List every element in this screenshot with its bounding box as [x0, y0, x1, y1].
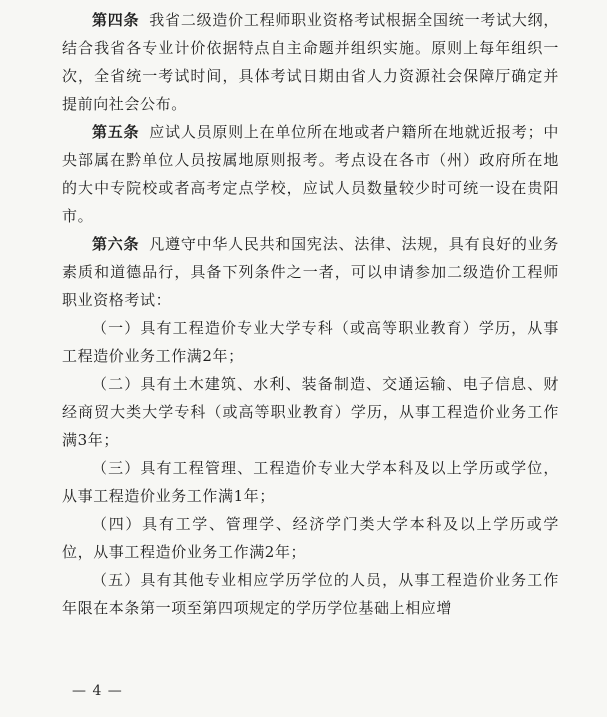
- article-5-text: 应试人员原则上在单位所在地或者户籍所在地就近报考；中央部属在黔单位人员按属地原则报考。考点设在各市（州）政府所在地的大中专院校或者高考定点学校，应试人员数量较少时可统一设在贵阳市。: [62, 123, 559, 225]
- article-5: [62, 118, 559, 230]
- article-6-text: 凡遵守中华人民共和国宪法、法律、法规，具有良好的业务素质和道德品行，具备下列条件之一者，可以申请参加二级造价工程师职业资格考试：: [62, 235, 559, 309]
- condition-item-2: （二）具有土木建筑、水利、装备制造、交通运输、电子信息、财经商贸大类大学专科（或高等职业教育）学历，从事工程造价业务工作满3年；: [62, 375, 559, 449]
- page-number: — 4 —: [72, 683, 123, 699]
- condition-item-5: （五）具有其他专业相应学历学位的人员，从事工程造价业务工作年限在本条第一项至第四项规定的学历学位基础上相应增: [62, 571, 559, 617]
- condition-item-1: （一）具有工程造价专业大学专科（或高等职业教育）学历，从事工程造价业务工作满2年；: [62, 319, 559, 365]
- article-5-label: 第五条: [92, 123, 140, 141]
- article-6-label: 第六条: [92, 235, 140, 253]
- article-4-text: 我省二级造价工程师职业资格考试根据全国统一考试大纲，结合我省各专业计价依据特点自主命题并组织实施。原则上每年组织一次，全省统一考试时间，具体考试日期由省人力资源社会保障厅确定并提前向社会公布。: [62, 11, 559, 113]
- article-6: [62, 230, 559, 314]
- condition-item-4: （四）具有工学、管理学、经济学门类大学本科及以上学历或学位，从事工程造价业务工作满2年；: [62, 515, 559, 561]
- article-4: [62, 6, 559, 118]
- condition-item-3: （三）具有工程管理、工程造价专业大学本科及以上学历或学位，从事工程造价业务工作满1年；: [62, 459, 559, 505]
- article-4-label: 第四条: [92, 11, 140, 29]
